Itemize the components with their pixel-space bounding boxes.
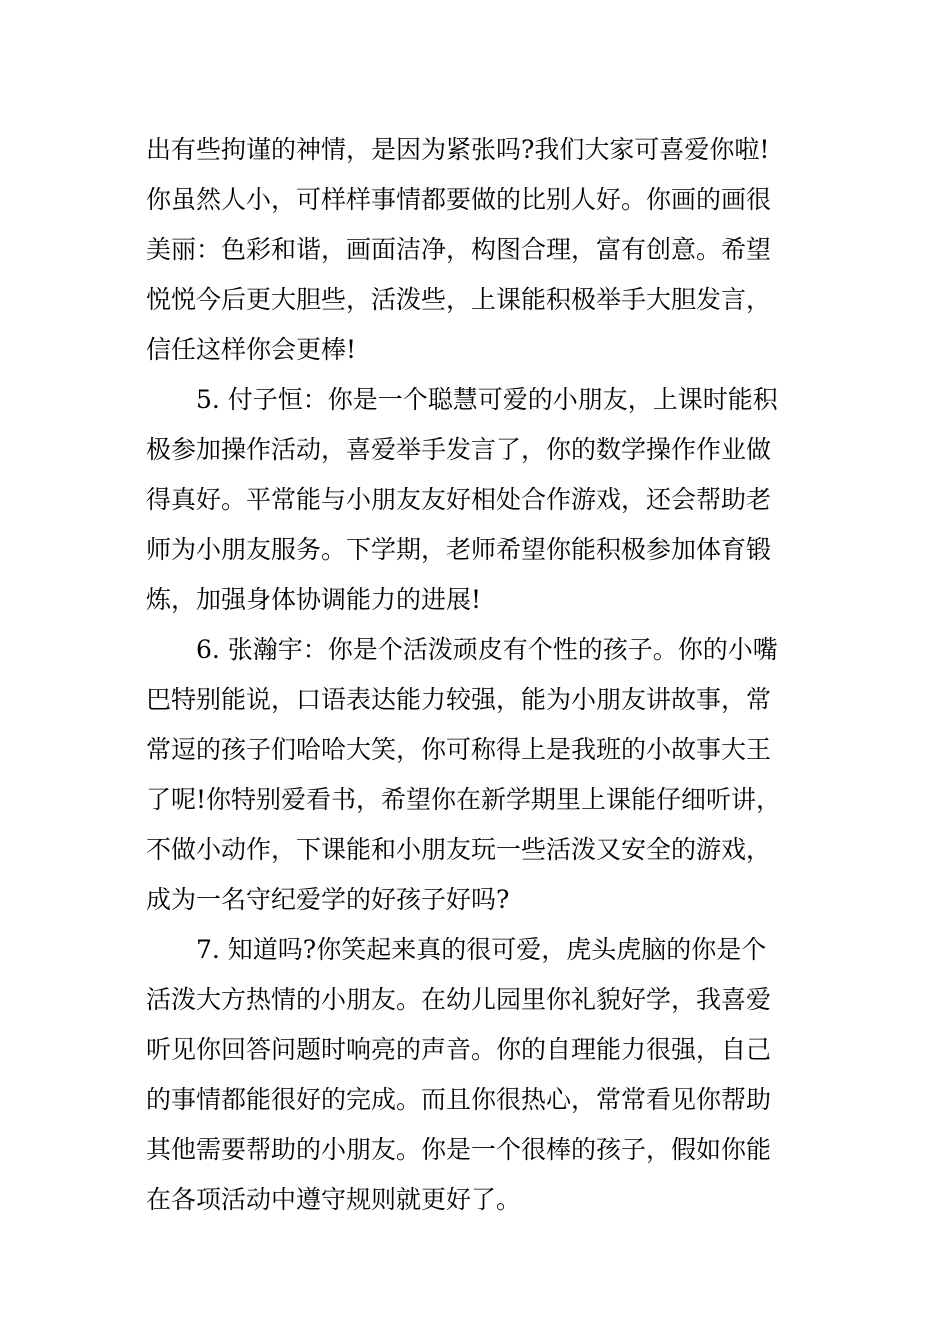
text-line: 在各项活动中遵守规则就更好了。 bbox=[146, 1185, 522, 1214]
text-line: 了呢!你特别爱看书，希望你在新学期里上课能仔细听讲， bbox=[146, 785, 782, 814]
text-line: 出有些拘谨的神情，是因为紧张吗?我们大家可喜爱你啦! bbox=[146, 135, 770, 164]
text-line: 的事情都能很好的完成。而且你很热心，常常看见你帮助 bbox=[146, 1085, 772, 1114]
text-line: 你虽然人小，可样样事情都要做的比别人好。你画的画很 bbox=[146, 185, 772, 214]
text-line: 不做小动作，下课能和小朋友玩一些活泼又安全的游戏， bbox=[146, 835, 772, 864]
text-line: 信任这样你会更棒! bbox=[146, 335, 357, 364]
document-body bbox=[146, 125, 816, 1225]
text-line: 常逗的孩子们哈哈大笑，你可称得上是我班的小故事大王 bbox=[146, 735, 772, 764]
text-line: 其他需要帮助的小朋友。你是一个很棒的孩子，假如你能 bbox=[146, 1135, 772, 1164]
text-line: 师为小朋友服务。下学期，老师希望你能积极参加体育锻 bbox=[146, 535, 772, 564]
text-line: 活泼大方热情的小朋友。在幼儿园里你礼貌好学，我喜爱 bbox=[146, 985, 772, 1014]
text-line: 成为一名守纪爱学的好孩子好吗? bbox=[146, 885, 510, 914]
text-line: 极参加操作活动，喜爱举手发言了，你的数学操作作业做 bbox=[146, 435, 772, 464]
paragraph-start-line: 5. 付子恒：你是一个聪慧可爱的小朋友，上课时能积 bbox=[196, 385, 778, 414]
paragraph-start-line: 7. 知道吗?你笑起来真的很可爱，虎头虎脑的你是个 bbox=[196, 935, 767, 964]
text-line: 巴特别能说，口语表达能力较强，能为小朋友讲故事，常 bbox=[146, 685, 772, 714]
text-line: 炼，加强身体协调能力的进展! bbox=[146, 585, 482, 614]
text-line: 悦悦今后更大胆些，活泼些，上课能积极举手大胆发言， bbox=[146, 285, 772, 314]
paragraph-start-line: 6. 张瀚宇：你是个活泼顽皮有个性的孩子。你的小嘴 bbox=[196, 635, 778, 664]
text-line: 听见你回答问题时响亮的声音。你的自理能力很强，自己 bbox=[146, 1035, 772, 1064]
text-line: 美丽：色彩和谐，画面洁净，构图合理，富有创意。希望 bbox=[146, 235, 772, 264]
text-line: 得真好。平常能与小朋友友好相处合作游戏，还会帮助老 bbox=[146, 485, 772, 514]
